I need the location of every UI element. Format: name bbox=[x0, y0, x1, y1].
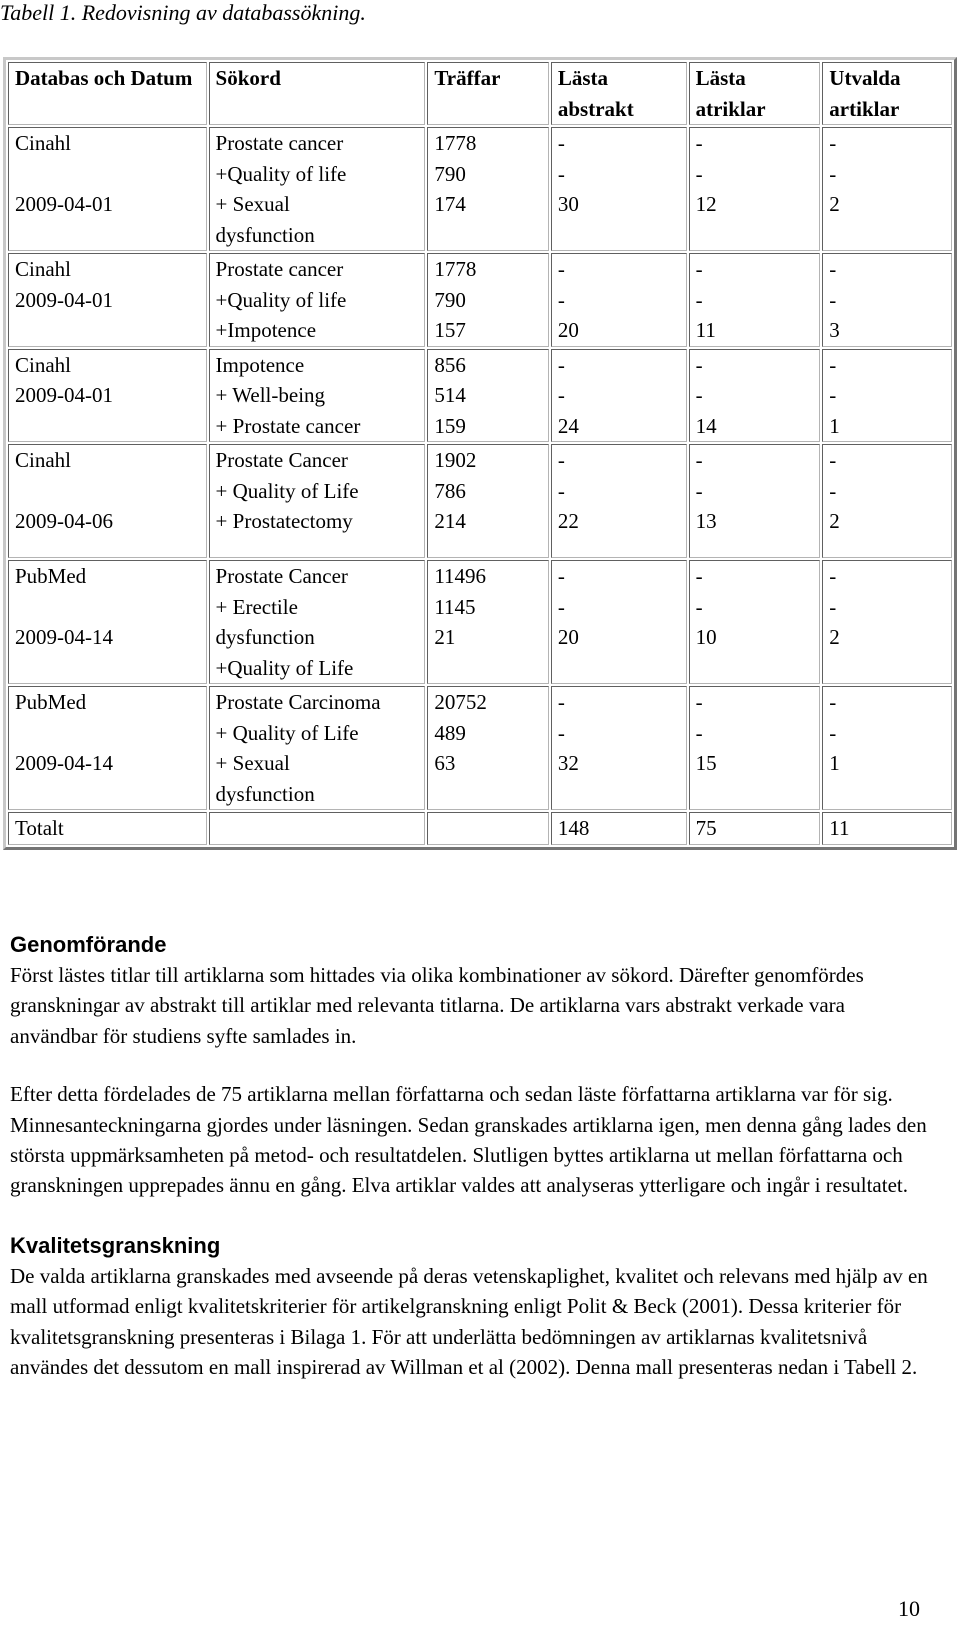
total-empty-cell bbox=[209, 812, 426, 845]
selected-cell: - - 2 bbox=[822, 560, 952, 684]
hits-cell: 1778 790 157 bbox=[427, 253, 549, 347]
selected-cell: - - 1 bbox=[822, 686, 952, 810]
body-text bbox=[10, 930, 930, 1382]
table-row bbox=[8, 349, 952, 443]
search-terms-cell: Prostate cancer +Quality of life + Sexual dysfunction bbox=[209, 127, 426, 251]
articles-cell: - - 10 bbox=[689, 560, 821, 684]
search-date: 2009-04-01 bbox=[15, 192, 113, 216]
table-row bbox=[8, 253, 952, 347]
hits-cell: 1778 790 174 bbox=[427, 127, 549, 251]
search-results-table bbox=[3, 57, 957, 850]
total-label: Totalt bbox=[8, 812, 207, 845]
database-cell bbox=[8, 686, 207, 810]
database-name: PubMed bbox=[15, 564, 87, 588]
total-empty-cell bbox=[427, 812, 549, 845]
hits-cell: 856 514 159 bbox=[427, 349, 549, 443]
search-date: 2009-04-06 bbox=[15, 509, 113, 533]
table-row bbox=[8, 560, 952, 684]
database-name: Cinahl bbox=[15, 352, 71, 377]
table-row bbox=[8, 127, 952, 251]
database-name: Cinahl bbox=[15, 257, 71, 281]
search-terms-cell: Prostate Carcinoma + Quality of Life + Sexual dysfunction bbox=[209, 686, 426, 810]
search-date: 2009-04-14 bbox=[15, 625, 113, 649]
paragraph: Först lästes titlar till artiklarna som hittades via olika kombinationer av sökord. Därefter genomfördes granskningar av abstrakt till artiklar med relevanta titlarna. De artiklarna vars abstrakt verkade vara användbar för studiens syfte samlades in. bbox=[10, 963, 864, 1048]
database-name: Cinahl bbox=[15, 448, 71, 472]
articles-cell: - - 14 bbox=[689, 349, 821, 443]
total-selected: 11 bbox=[822, 812, 952, 845]
abstracts-cell: - - 20 bbox=[551, 560, 687, 684]
header-read-articles: Lästa atriklar bbox=[689, 62, 821, 125]
header-selected-articles: Utvalda artiklar bbox=[822, 62, 952, 125]
articles-cell: - - 15 bbox=[689, 686, 821, 810]
selected-cell: - - 2 bbox=[822, 444, 952, 558]
table-row bbox=[8, 444, 952, 558]
selected-cell: - - 1 bbox=[822, 349, 952, 443]
articles-cell: - - 11 bbox=[689, 253, 821, 347]
search-date: 2009-04-01 bbox=[15, 287, 113, 312]
table-total-row bbox=[8, 812, 952, 845]
header-search-terms: Sökord bbox=[209, 62, 426, 125]
database-cell bbox=[8, 444, 207, 558]
page-number: 10 bbox=[898, 1596, 920, 1621]
hits-cell: 20752 489 63 bbox=[427, 686, 549, 810]
search-terms-cell: Impotence + Well-being + Prostate cancer bbox=[209, 349, 426, 443]
paragraph: De valda artiklarna granskades med avseende på deras vetenskaplighet, kvalitet och relevans med hjälp av en mall utformad enligt kvalitetskriterier för artikelgranskning enligt Polit & Beck (2001). Dessa kriterier för kvalitetsgranskning presenteras i Bilaga 1. För att underlätta bedömningen av artiklarnas kvalitetsnivå användes det dessutom en mall inspirerad av Willman et al (2002). Denna mall presenteras nedan i Tabell 2. bbox=[10, 1263, 928, 1380]
table-header-row bbox=[8, 62, 952, 125]
abstracts-cell: - - 20 bbox=[551, 253, 687, 347]
database-name: PubMed bbox=[15, 690, 87, 714]
database-name: Cinahl bbox=[15, 131, 71, 155]
header-hits: Träffar bbox=[427, 62, 549, 125]
selected-cell: - - 2 bbox=[822, 127, 952, 251]
selected-cell: - - 3 bbox=[822, 253, 952, 347]
abstracts-cell: - - 24 bbox=[551, 349, 687, 443]
abstracts-cell: - - 22 bbox=[551, 444, 687, 558]
abstracts-cell: - - 30 bbox=[551, 127, 687, 251]
section-heading-kvalitetsgranskning: Kvalitetsgranskning bbox=[10, 1232, 221, 1258]
database-cell bbox=[8, 349, 207, 443]
articles-cell: - - 12 bbox=[689, 127, 821, 251]
table-row bbox=[8, 686, 952, 810]
search-terms-cell: Prostate cancer +Quality of life +Impotence bbox=[209, 253, 426, 347]
search-date: 2009-04-01 bbox=[15, 383, 113, 407]
paragraph: Efter detta fördelades de 75 artiklarna mellan författarna och sedan läste författarna artiklarna var för sig. Minnesanteckningarna gjordes under läsningen. Sedan granskades artiklarna igen, men denna gång lades den största uppmärksamheten på metod- och resultatdelen. Slutligen byttes artiklarna ut mellan författarna och granskningen upprepades ännu en gång. Elva artiklar valdes att analyseras ytterligare och ingår i resultatet. bbox=[10, 1082, 927, 1198]
search-date: 2009-04-14 bbox=[15, 751, 113, 775]
total-articles: 75 bbox=[689, 812, 821, 845]
hits-cell: 11496 1145 21 bbox=[427, 560, 549, 684]
database-cell bbox=[8, 560, 207, 684]
table-caption: Tabell 1. Redovisning av databassökning. bbox=[0, 0, 366, 25]
total-abstracts: 148 bbox=[551, 812, 687, 845]
articles-cell: - - 13 bbox=[689, 444, 821, 558]
search-terms-cell: Prostate Cancer + Quality of Life + Prostatectomy bbox=[209, 444, 426, 558]
header-read-abstracts: Lästa abstrakt bbox=[551, 62, 687, 125]
header-database: Databas och Datum bbox=[8, 62, 207, 125]
database-cell bbox=[8, 127, 207, 251]
database-cell bbox=[8, 253, 207, 347]
abstracts-cell: - - 32 bbox=[551, 686, 687, 810]
section-heading-genomforande: Genomförande bbox=[10, 932, 167, 957]
hits-cell: 1902 786 214 bbox=[427, 444, 549, 558]
search-terms-cell: Prostate Cancer + Erectile dysfunction +Quality of Life bbox=[209, 560, 426, 684]
